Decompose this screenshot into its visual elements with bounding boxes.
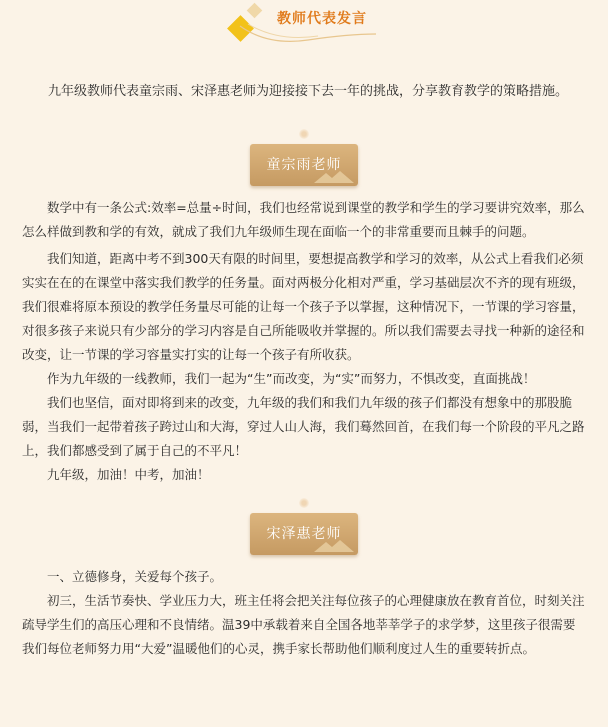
small-diamond-icon <box>247 3 263 19</box>
mountain-icon <box>314 169 354 183</box>
section-header <box>0 0 608 60</box>
teacher1-paragraph: 我们知道，距离中考不到300天有限的时间里，要想提高教学和学习的效率，从公式上看我们必须实实在在的在课堂中落实我们教学的任务量。面对两极分化相对严重，学习基础层次不齐的现有班级，我们很难将原本预设的教学任务量尽可能的让每一个孩子予以掌握，这种情况下，一节课的学习容量，对很多孩子来说只有少部分的学习内容是自己所能吸收并掌握的。所以我们需要去寻找一种新的途径和改变，让一节课的学习容量实打实的让每一个孩子有所收获。 <box>22 251 585 362</box>
teacher2-badge-wrap <box>0 513 608 555</box>
teacher2-paragraph: 初三，生活节奏快、学业压力大，班主任将会把关注每位孩子的心理健康放在教育首位，时刻关注疏导学生们的高压心理和不良情绪。温39中承载着来自全国各地莘莘学子的求学梦，这里孩子很需要我们每位老师努力用“大爱”温暖他们的心灵，携手家长帮助他们顺利度过人生的重要转折点。 <box>22 593 585 656</box>
divider <box>0 493 608 503</box>
teacher1-badge <box>250 144 358 186</box>
page-title: 教师代表发言 <box>277 11 367 27</box>
dot-ornament-icon <box>299 129 309 139</box>
teacher2-paragraph: 一、立德修身，关爱每个孩子。 <box>47 569 223 584</box>
dot-ornament-icon <box>299 498 309 508</box>
teacher2-badge <box>250 513 358 555</box>
teacher2-name: 宋泽惠老师 <box>266 526 342 542</box>
teacher1-name: 童宗雨老师 <box>266 157 342 173</box>
teacher1-paragraph: 九年级，加油！中考，加油！ <box>47 467 210 482</box>
teacher1-paragraph: 数学中有一条公式:效率=总量÷时间，我们也经常说到课堂的教学和学生的学习要讲究效率，那么怎么样做到教和学的有效，就成了我们九年级师生现在面临一个的非常重要而且棘手的问题。 <box>22 200 585 239</box>
mountain-icon <box>314 538 354 552</box>
divider <box>0 124 608 134</box>
teacher1-paragraph: 我们也坚信，面对即将到来的改变，九年级的我们和我们九年级的孩子们都没有想象中的那股脆弱，当我们一起带着孩子跨过山和大海，穿过人山人海，我们蓦然回首，在我们每一个阶段的平凡之路上，我们都感受到了属于自己的不平凡！ <box>22 395 585 458</box>
intro-text: 九年级教师代表童宗雨、宋泽惠老师为迎接接下去一年的挑战，分享教育教学的策略措施。 <box>48 84 569 99</box>
teacher1-badge-wrap <box>0 144 608 186</box>
teacher2-speech <box>0 565 608 661</box>
teacher1-paragraph: 作为九年级的一线教师，我们一起为“生”而改变，为“实”而努力，不惧改变，直面挑战！ <box>47 371 536 386</box>
teacher1-speech <box>0 196 608 487</box>
intro-paragraph <box>0 79 608 104</box>
